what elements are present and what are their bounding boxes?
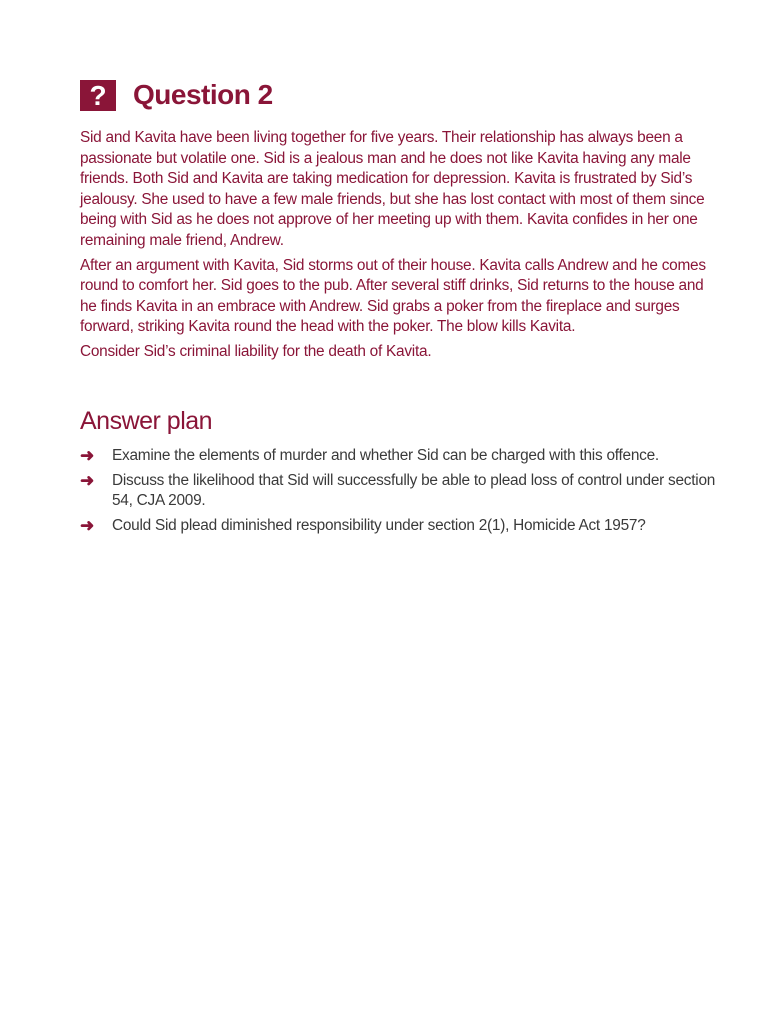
- list-item: [80, 471, 724, 512]
- list-item-text: Could Sid plead diminished responsibility under section 2(1), Homicide Act 1957?: [112, 516, 646, 534]
- question-title: Question 2: [133, 79, 273, 110]
- answer-plan-title: Answer plan: [80, 407, 213, 435]
- list-item-text: Discuss the likelihood that Sid will successfully be able to plead loss of control under section 54, CJA 2009.: [112, 471, 716, 510]
- question-paragraph: Sid and Kavita have been living together for five years. Their relationship has always been a passionate but volatile one. Sid is a jealous man and he does not like Kavita having any male friends. Both Sid and Kavita are taking medication for depression. Kavita is frustrated by Sid’s jealousy. She used to have a few male friends, but she has lost contact with most of them since being with Sid as he does not approve of her meeting up with them. Kavita confides in her one remaining male friend, Andrew.: [80, 129, 705, 249]
- question-mark-icon: ?: [80, 80, 116, 111]
- question-paragraph: After an argument with Kavita, Sid storms out of their house. Kavita calls Andrew and he comes round to comfort her. Sid goes to the pub. After several stiff drinks, Sid returns to the house and he finds Kavita in an embrace with Andrew. Sid grabs a poker from the fireplace and surges forward, striking Kavita round the head with the poker. The blow kills Kavita.: [80, 256, 706, 336]
- question-header: [80, 78, 273, 112]
- right-arrow-icon: ➜: [80, 470, 94, 490]
- right-arrow-icon: ➜: [80, 515, 94, 535]
- question-body: [80, 128, 720, 367]
- question-paragraph: Consider Sid’s criminal liability for the death of Kavita.: [80, 342, 432, 360]
- list-item-text: Examine the elements of murder and whether Sid can be charged with this offence.: [112, 447, 659, 464]
- answer-plan-list: [80, 446, 724, 540]
- list-item: [80, 446, 724, 467]
- list-item: [80, 516, 724, 537]
- right-arrow-icon: ➜: [80, 446, 94, 465]
